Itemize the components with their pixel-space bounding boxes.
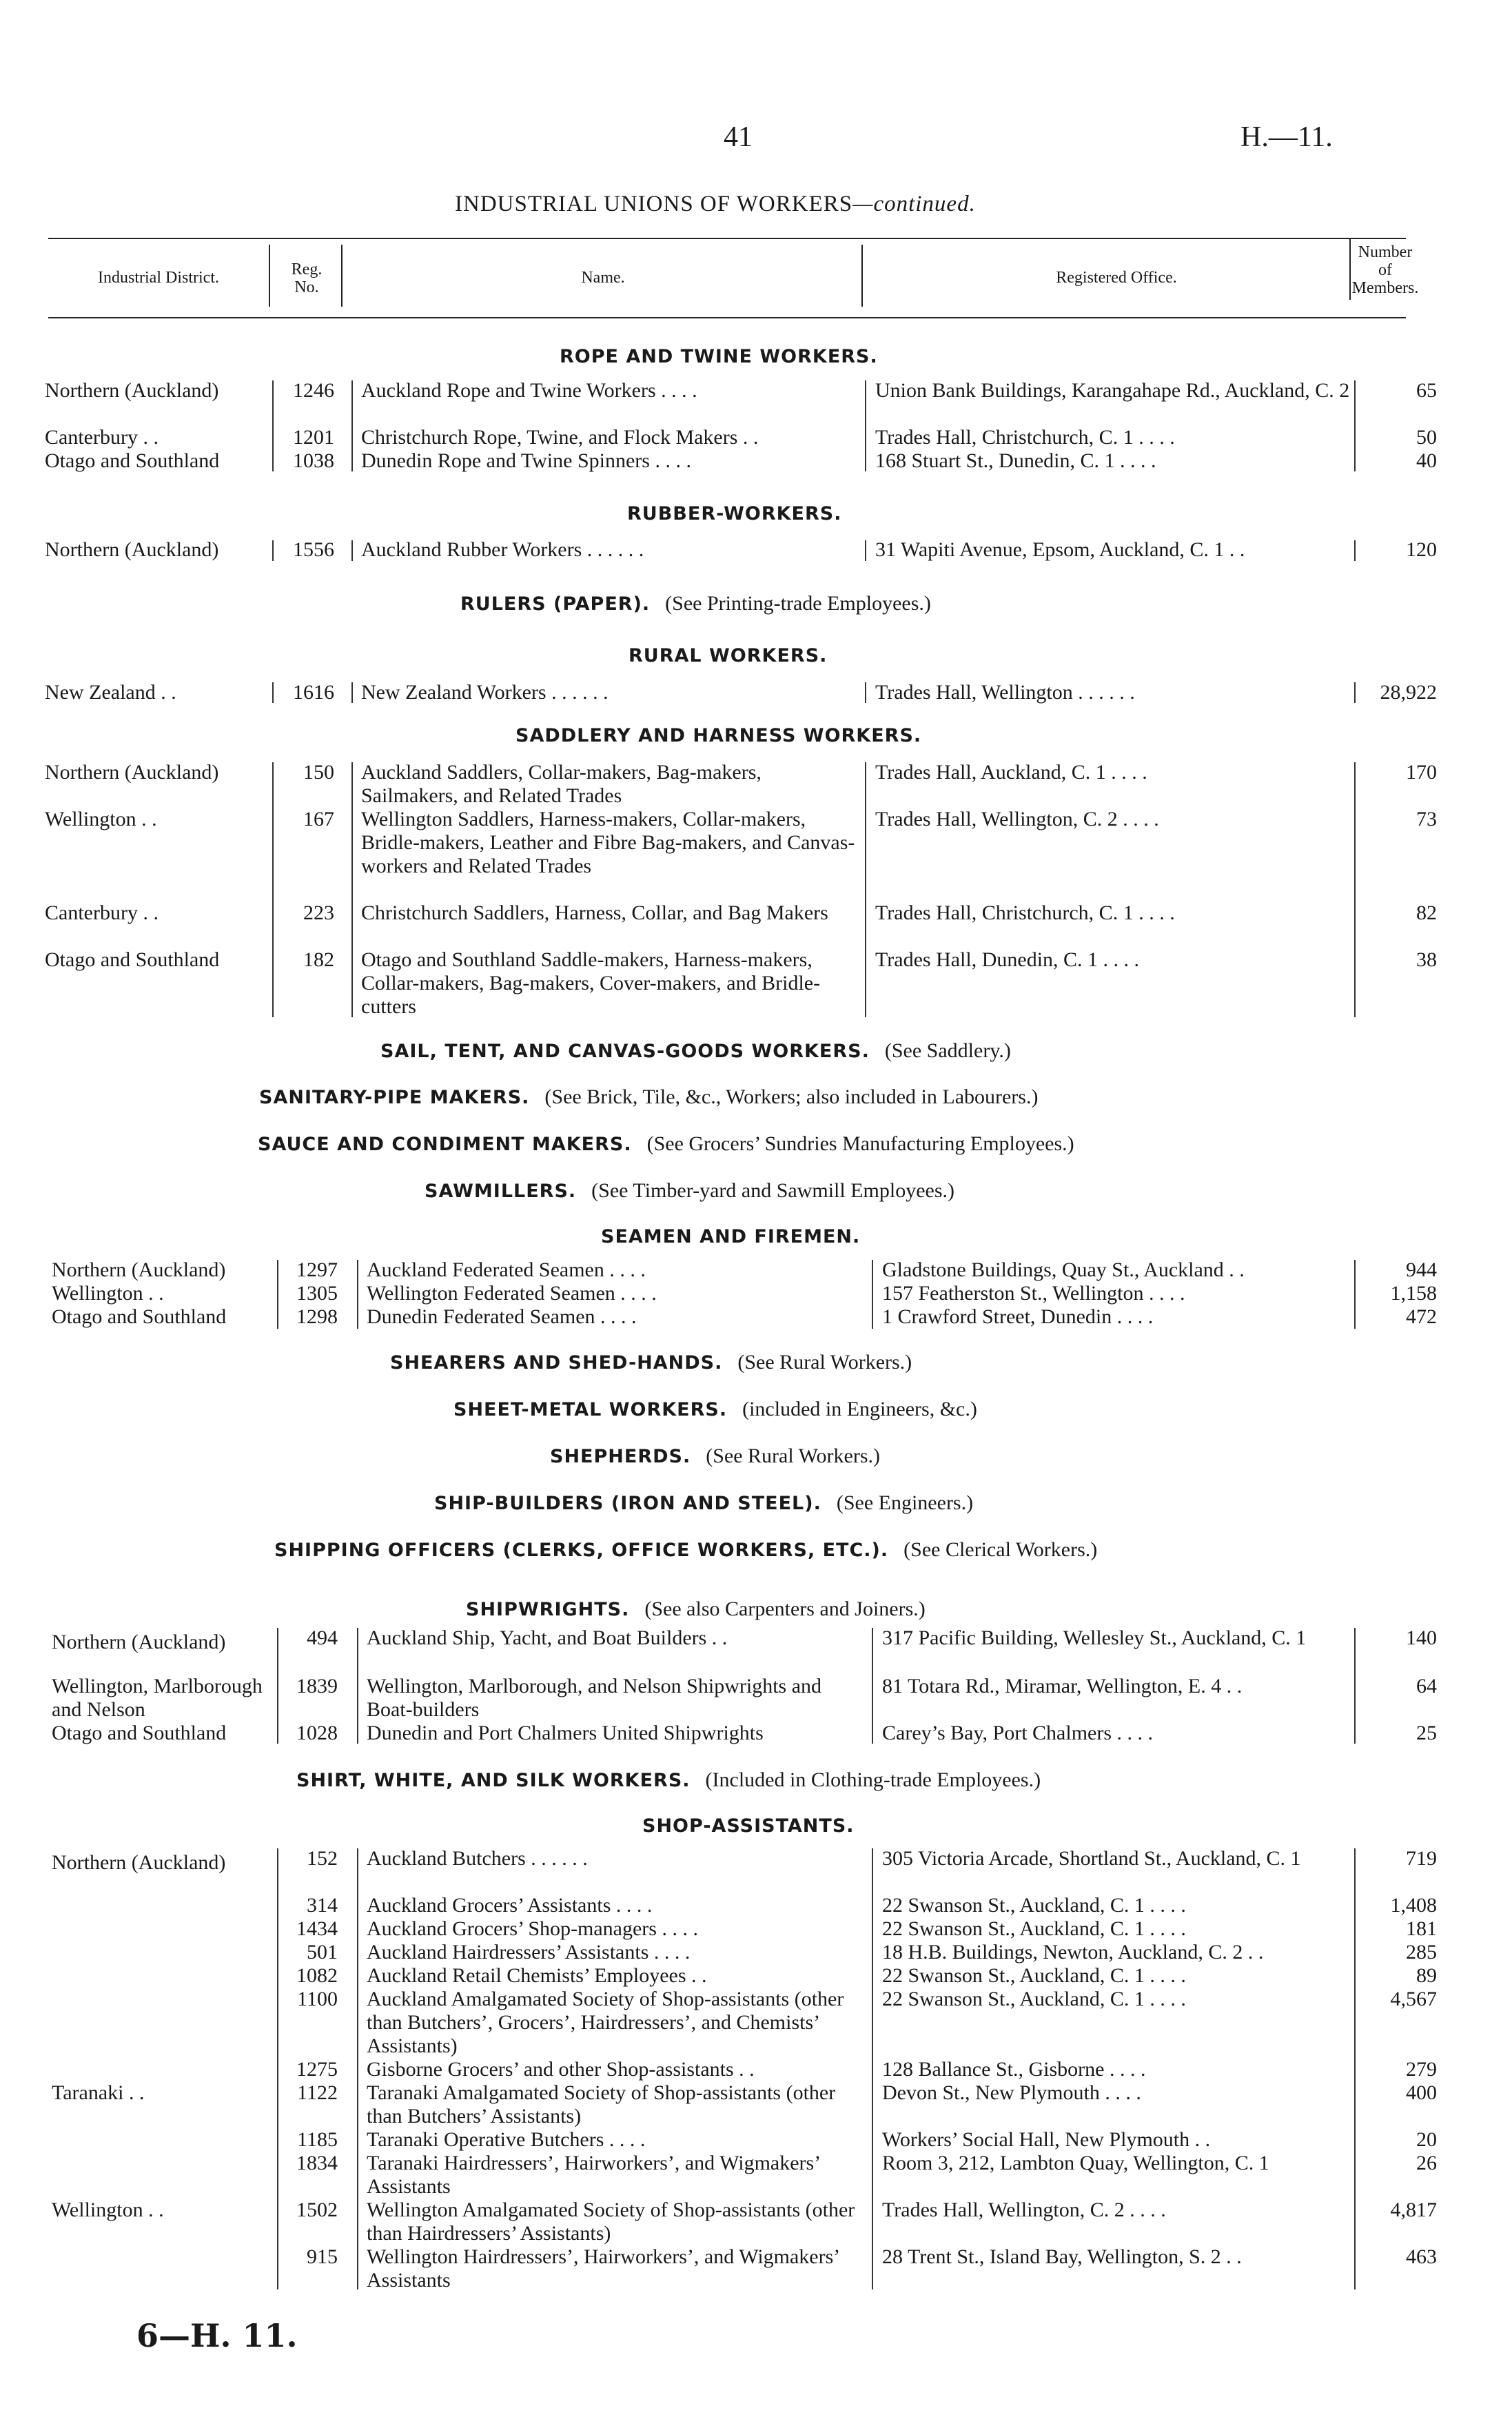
section-heading bbox=[460, 592, 931, 615]
section-heading bbox=[453, 1398, 977, 1421]
column-rule bbox=[272, 682, 274, 703]
reg-number: 1201 bbox=[293, 426, 334, 449]
column-rule bbox=[357, 1628, 358, 1744]
industrial-district: Northern (Auckland) bbox=[45, 379, 219, 402]
member-count: 1,158 bbox=[1390, 1282, 1437, 1305]
section-heading: SEAMEN AND FIREMEN. bbox=[601, 1226, 861, 1247]
column-rule bbox=[351, 762, 353, 1017]
column-header-name: Name. bbox=[581, 269, 625, 287]
member-count: 279 bbox=[1406, 2058, 1437, 2081]
reg-number: 1305 bbox=[296, 1282, 338, 1305]
running-head-title: INDUSTRIAL UNIONS OF WORKERS bbox=[455, 192, 853, 216]
registered-office: Workers’ Social Hall, New Plymouth . . bbox=[882, 2128, 1211, 2151]
union-name: Wellington Amalgamated Society of Shop-assistants (other than Hairdressers’ Assistants) bbox=[367, 2199, 855, 2245]
member-count: 120 bbox=[1406, 538, 1437, 561]
section-title: SAUCE AND CONDIMENT MAKERS. bbox=[258, 1134, 632, 1155]
union-name: Taranaki Operative Butchers . . . . bbox=[367, 2128, 646, 2151]
column-rule bbox=[272, 762, 274, 1017]
column-header-district: Industrial District. bbox=[98, 269, 219, 287]
section-title: SANITARY-PIPE MAKERS. bbox=[259, 1087, 530, 1108]
section-heading bbox=[258, 1132, 1074, 1156]
cross-reference: (See Rural Workers.) bbox=[737, 1351, 912, 1374]
reg-number: 1616 bbox=[293, 681, 334, 704]
member-count: 25 bbox=[1416, 1722, 1437, 1744]
member-count: 28,922 bbox=[1380, 681, 1437, 704]
industrial-district: Taranaki . . bbox=[52, 2081, 145, 2104]
union-name: New Zealand Workers . . . . . . bbox=[361, 681, 609, 704]
industrial-district: Otago and Southland bbox=[45, 449, 220, 472]
section-heading bbox=[434, 1491, 973, 1515]
cross-reference: (See Timber-yard and Sawmill Employees.) bbox=[591, 1179, 954, 1202]
reg-number: 223 bbox=[303, 901, 334, 924]
reg-number: 150 bbox=[303, 761, 334, 784]
cross-reference: (Included in Clothing-trade Employees.) bbox=[705, 1768, 1041, 1791]
registered-office: 1 Crawford Street, Dunedin . . . . bbox=[882, 1305, 1154, 1328]
cross-reference: (See Engineers.) bbox=[836, 1491, 974, 1514]
column-header-members bbox=[1351, 243, 1420, 297]
reg-number: 1834 bbox=[296, 2152, 338, 2174]
table-header-rule bbox=[48, 317, 1406, 318]
union-name: Taranaki Amalgamated Society of Shop-assistants (other than Butchers’ Assistants) bbox=[367, 2081, 836, 2128]
union-name: Wellington, Marlborough, and Nelson Shipwrights and Boat-builders bbox=[367, 1675, 822, 1721]
registered-office: Trades Hall, Auckland, C. 1 . . . . bbox=[875, 761, 1147, 784]
registered-office: Trades Hall, Christchurch, C. 1 . . . . bbox=[875, 426, 1175, 449]
registered-office: 157 Featherston St., Wellington . . . . bbox=[882, 1282, 1185, 1305]
registered-office: 317 Pacific Building, Wellesley St., Auckland, C. 1 bbox=[882, 1626, 1307, 1649]
section-heading bbox=[380, 1039, 1011, 1063]
union-name: Auckland Rope and Twine Workers . . . . bbox=[361, 379, 697, 402]
union-name: Dunedin Rope and Twine Spinners . . . . bbox=[361, 449, 691, 472]
column-divider bbox=[861, 245, 863, 307]
registered-office: 28 Trent St., Island Bay, Wellington, S. 2 . . bbox=[882, 2245, 1242, 2268]
column-header-members-line1: Number bbox=[1358, 243, 1413, 261]
section-title: SHIRT, WHITE, AND SILK WORKERS. bbox=[296, 1770, 691, 1791]
reg-number: 167 bbox=[303, 808, 334, 830]
column-rule bbox=[865, 540, 866, 561]
union-name: Christchurch Rope, Twine, and Flock Makers . . bbox=[361, 426, 759, 449]
union-name: Auckland Amalgamated Society of Shop-assistants (other than Butchers’, Grocers’, Hairdressers’, and Chemists’ Assistants) bbox=[367, 1988, 844, 2057]
reg-number: 1839 bbox=[296, 1675, 338, 1697]
column-rule bbox=[865, 380, 866, 471]
section-title: SHEET-METAL WORKERS. bbox=[453, 1399, 728, 1420]
page-number: 41 bbox=[724, 121, 753, 153]
section-title: SHEARERS AND SHED-HANDS. bbox=[390, 1352, 723, 1374]
member-count: 38 bbox=[1416, 948, 1437, 971]
column-rule bbox=[277, 1628, 278, 1744]
industrial-district: Wellington, Marlborough and Nelson bbox=[52, 1675, 263, 1721]
union-name: Dunedin Federated Seamen . . . . bbox=[367, 1305, 637, 1328]
column-rule bbox=[272, 540, 274, 561]
registered-office: 128 Ballance St., Gisborne . . . . bbox=[882, 2058, 1146, 2081]
section-heading: RUBBER-WORKERS. bbox=[627, 503, 842, 524]
cross-reference: (See Brick, Tile, &c., Workers; also included in Labourers.) bbox=[544, 1085, 1039, 1108]
column-header-members-line3: Members. bbox=[1351, 279, 1419, 297]
member-count: 26 bbox=[1416, 2152, 1437, 2174]
union-name: Auckland Federated Seamen . . . . bbox=[367, 1258, 646, 1281]
column-rule bbox=[872, 1260, 873, 1329]
registered-office: 22 Swanson St., Auckland, C. 1 . . . . bbox=[882, 1988, 1186, 2010]
column-divider bbox=[269, 245, 270, 307]
reg-number: 1185 bbox=[297, 2128, 338, 2151]
cross-reference: (included in Engineers, &c.) bbox=[742, 1398, 977, 1420]
industrial-district: Northern (Auckland) bbox=[52, 1258, 226, 1281]
union-name: Auckland Retail Chemists’ Employees . . bbox=[367, 1964, 707, 1987]
registered-office: Room 3, 212, Lambton Quay, Wellington, C. 1 bbox=[882, 2152, 1269, 2174]
cross-reference: (See also Carpenters and Joiners.) bbox=[644, 1598, 926, 1620]
union-name: Wellington Hairdressers’, Hairworkers’, and Wigmakers’ Assistants bbox=[367, 2245, 839, 2292]
industrial-district: Wellington . . bbox=[52, 1282, 164, 1305]
page-footer-signature: 6—H. 11. bbox=[136, 2317, 298, 2354]
registered-office: 22 Swanson St., Auckland, C. 1 . . . . bbox=[882, 1894, 1186, 1917]
column-rule bbox=[865, 762, 866, 1017]
reg-number: 1028 bbox=[296, 1722, 338, 1744]
reg-number: 494 bbox=[307, 1626, 338, 1649]
union-name: Dunedin and Port Chalmers United Shipwrights bbox=[367, 1722, 764, 1744]
column-rule bbox=[1354, 380, 1356, 471]
section-title: RULERS (PAPER). bbox=[460, 593, 651, 615]
column-header-reg-line2: No. bbox=[294, 278, 319, 296]
column-rule bbox=[1354, 1848, 1356, 2289]
reg-number: 1100 bbox=[297, 1988, 338, 2010]
union-name: Otago and Southland Saddle-makers, Harness-makers, Collar-makers, Bag-makers, Cover-makers, and Bridle-cutters bbox=[361, 948, 821, 1018]
member-count: 73 bbox=[1416, 808, 1437, 830]
industrial-district: Otago and Southland bbox=[45, 948, 220, 971]
document-reference: H.—11. bbox=[1240, 121, 1333, 153]
registered-office: 305 Victoria Arcade, Shortland St., Auckland, C. 1 bbox=[882, 1847, 1301, 1870]
reg-number: 152 bbox=[307, 1847, 338, 1870]
union-name: Christchurch Saddlers, Harness, Collar, and Bag Makers bbox=[361, 901, 828, 924]
registered-office: Trades Hall, Wellington, C. 2 . . . . bbox=[875, 808, 1159, 830]
industrial-district: Otago and Southland bbox=[52, 1305, 227, 1328]
column-rule bbox=[351, 380, 353, 471]
registered-office: Trades Hall, Christchurch, C. 1 . . . . bbox=[875, 901, 1175, 924]
member-count: 181 bbox=[1406, 1917, 1437, 1940]
registered-office: Trades Hall, Dunedin, C. 1 . . . . bbox=[875, 948, 1140, 971]
registered-office: Union Bank Buildings, Karangahape Rd., Auckland, C. 2 bbox=[875, 379, 1350, 402]
registered-office: 31 Wapiti Avenue, Epsom, Auckland, C. 1 . . bbox=[875, 538, 1245, 561]
industrial-district: Wellington . . bbox=[45, 808, 157, 830]
industrial-district: Northern (Auckland) bbox=[52, 1851, 226, 1874]
member-count: 89 bbox=[1416, 1964, 1437, 1987]
section-heading bbox=[425, 1179, 954, 1203]
section-heading bbox=[296, 1768, 1041, 1792]
section-heading: RURAL WORKERS. bbox=[629, 645, 828, 666]
section-heading bbox=[466, 1598, 926, 1621]
section-heading bbox=[259, 1085, 1038, 1109]
member-count: 82 bbox=[1416, 901, 1437, 924]
member-count: 472 bbox=[1406, 1305, 1437, 1328]
member-count: 4,817 bbox=[1390, 2199, 1437, 2221]
registered-office: 81 Totara Rd., Miramar, Wellington, E. 4 . . bbox=[882, 1675, 1243, 1697]
table-top-rule bbox=[48, 238, 1406, 239]
section-heading bbox=[390, 1351, 912, 1374]
column-header-reg bbox=[276, 261, 338, 296]
section-title: SHIP-BUILDERS (IRON AND STEEL). bbox=[434, 1493, 821, 1514]
reg-number: 1122 bbox=[297, 2081, 338, 2104]
member-count: 463 bbox=[1406, 2245, 1437, 2268]
industrial-district: Northern (Auckland) bbox=[45, 761, 219, 784]
reg-number: 314 bbox=[307, 1894, 338, 1917]
industrial-district: Wellington . . bbox=[52, 2199, 164, 2221]
column-rule bbox=[1354, 682, 1356, 703]
section-title: SAIL, TENT, AND CANVAS-GOODS WORKERS. bbox=[380, 1041, 870, 1062]
reg-number: 1082 bbox=[296, 1964, 338, 1987]
industrial-district: Canterbury . . bbox=[45, 426, 159, 449]
column-rule bbox=[357, 1260, 358, 1329]
union-name: Auckland Grocers’ Shop-managers . . . . bbox=[367, 1917, 698, 1940]
member-count: 20 bbox=[1416, 2128, 1437, 2151]
registered-office: Carey’s Bay, Port Chalmers . . . . bbox=[882, 1722, 1154, 1744]
union-name: Gisborne Grocers’ and other Shop-assistants . . bbox=[367, 2058, 755, 2081]
section-heading: SADDLERY AND HARNESS WORKERS. bbox=[515, 725, 922, 746]
registered-office: 22 Swanson St., Auckland, C. 1 . . . . bbox=[882, 1917, 1186, 1940]
column-rule bbox=[351, 540, 353, 561]
reg-number: 1556 bbox=[293, 538, 334, 561]
column-header-reg-line1: Reg. bbox=[291, 261, 323, 278]
industrial-district: New Zealand . . bbox=[45, 681, 176, 704]
member-count: 65 bbox=[1416, 379, 1437, 402]
section-title: SHIPWRIGHTS. bbox=[466, 1599, 630, 1620]
member-count: 1,408 bbox=[1390, 1894, 1437, 1917]
union-name: Wellington Federated Seamen . . . . bbox=[367, 1282, 657, 1305]
cross-reference: (See Printing-trade Employees.) bbox=[665, 592, 931, 615]
section-title: SHEPHERDS. bbox=[550, 1446, 691, 1467]
registered-office: Gladstone Buildings, Quay St., Auckland . . bbox=[882, 1258, 1245, 1281]
column-rule bbox=[865, 682, 866, 703]
member-count: 400 bbox=[1406, 2081, 1437, 2104]
registered-office: Devon St., New Plymouth . . . . bbox=[882, 2081, 1141, 2104]
reg-number: 182 bbox=[303, 948, 334, 971]
industrial-district: Otago and Southland bbox=[52, 1722, 227, 1744]
column-rule bbox=[1354, 1628, 1356, 1744]
union-name: Auckland Ship, Yacht, and Boat Builders . . bbox=[367, 1626, 728, 1649]
column-divider bbox=[341, 245, 343, 307]
column-rule bbox=[277, 1848, 278, 2289]
section-title: SAWMILLERS. bbox=[425, 1181, 577, 1202]
column-rule bbox=[872, 1628, 873, 1744]
reg-number: 1502 bbox=[296, 2199, 338, 2221]
union-name: Wellington Saddlers, Harness-makers, Collar-makers, Bridle-makers, Leather and Fibre Bag-makers, and Canvas-workers and Related Trades bbox=[361, 808, 855, 877]
column-rule bbox=[872, 1848, 873, 2289]
running-head bbox=[455, 192, 976, 217]
registered-office: 18 H.B. Buildings, Newton, Auckland, C. 2 . . bbox=[882, 1941, 1264, 1963]
running-head-continued: —continued. bbox=[852, 192, 976, 216]
member-count: 170 bbox=[1406, 761, 1437, 784]
union-name: Taranaki Hairdressers’, Hairworkers’, and Wigmakers’ Assistants bbox=[367, 2152, 819, 2198]
member-count: 944 bbox=[1406, 1258, 1437, 1281]
union-name: Auckland Grocers’ Assistants . . . . bbox=[367, 1894, 653, 1917]
cross-reference: (See Rural Workers.) bbox=[706, 1445, 881, 1467]
registered-office: 168 Stuart St., Dunedin, C. 1 . . . . bbox=[875, 449, 1156, 472]
member-count: 140 bbox=[1406, 1626, 1437, 1649]
column-rule bbox=[1354, 762, 1356, 1017]
column-header-members-line2: of bbox=[1378, 261, 1392, 279]
section-heading: ROPE AND TWINE WORKERS. bbox=[560, 346, 878, 367]
member-count: 719 bbox=[1406, 1847, 1437, 1870]
union-name: Auckland Rubber Workers . . . . . . bbox=[361, 538, 644, 561]
column-rule bbox=[357, 1848, 358, 2289]
registered-office: 22 Swanson St., Auckland, C. 1 . . . . bbox=[882, 1964, 1186, 1987]
column-rule bbox=[272, 380, 274, 471]
column-header-office: Registered Office. bbox=[1056, 269, 1177, 287]
section-heading bbox=[550, 1445, 880, 1468]
industrial-district: Northern (Auckland) bbox=[45, 538, 219, 561]
reg-number: 1038 bbox=[293, 449, 334, 472]
registered-office: Trades Hall, Wellington . . . . . . bbox=[875, 681, 1135, 704]
cross-reference: (See Saddlery.) bbox=[884, 1039, 1011, 1062]
section-title: SHIPPING OFFICERS (CLERKS, OFFICE WORKERS, ETC.). bbox=[274, 1540, 889, 1561]
registered-office: Trades Hall, Wellington, C. 2 . . . . bbox=[882, 2199, 1166, 2221]
cross-reference: (See Clerical Workers.) bbox=[903, 1538, 1098, 1561]
member-count: 285 bbox=[1406, 1941, 1437, 1963]
column-rule bbox=[351, 682, 353, 703]
union-name: Auckland Hairdressers’ Assistants . . . . bbox=[367, 1941, 691, 1963]
union-name: Auckland Butchers . . . . . . bbox=[367, 1847, 588, 1870]
reg-number: 1298 bbox=[296, 1305, 338, 1328]
union-name: Auckland Saddlers, Collar-makers, Bag-makers, Sailmakers, and Related Trades bbox=[361, 761, 762, 807]
reg-number: 1246 bbox=[293, 379, 334, 402]
reg-number: 501 bbox=[307, 1941, 338, 1963]
member-count: 64 bbox=[1416, 1675, 1437, 1697]
column-rule bbox=[1354, 540, 1356, 561]
industrial-district: Canterbury . . bbox=[45, 901, 159, 924]
reg-number: 915 bbox=[307, 2245, 338, 2268]
reg-number: 1434 bbox=[296, 1917, 338, 1940]
reg-number: 1275 bbox=[296, 2058, 338, 2081]
cross-reference: (See Grocers’ Sundries Manufacturing Employees.) bbox=[646, 1132, 1074, 1155]
column-rule bbox=[1354, 1260, 1356, 1329]
reg-number: 1297 bbox=[296, 1258, 338, 1281]
member-count: 50 bbox=[1416, 426, 1437, 449]
section-heading bbox=[274, 1538, 1097, 1562]
member-count: 4,567 bbox=[1390, 1988, 1437, 2010]
member-count: 40 bbox=[1416, 449, 1437, 472]
section-heading: SHOP-ASSISTANTS. bbox=[642, 1815, 855, 1837]
column-rule bbox=[277, 1260, 278, 1329]
industrial-district: Northern (Auckland) bbox=[52, 1631, 226, 1653]
